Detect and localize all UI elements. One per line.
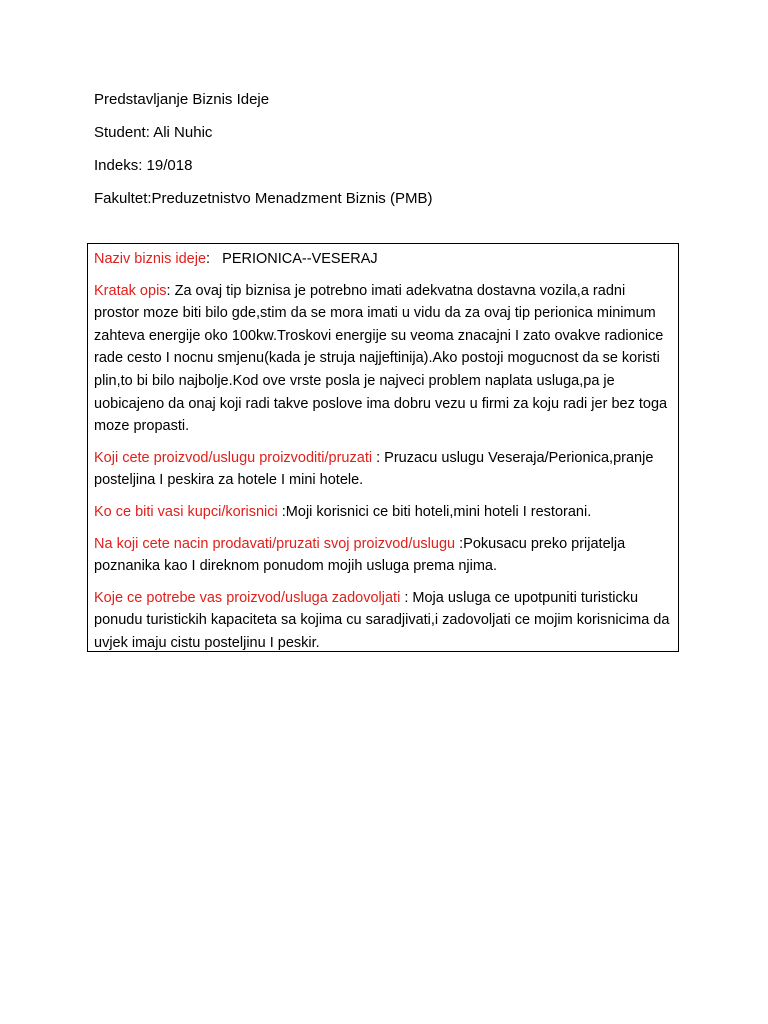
idea-name-paragraph	[94, 248, 672, 271]
idea-name-separator: :	[206, 251, 223, 267]
business-idea-box	[87, 243, 679, 652]
idea-name-value: PERIONICA--VESERAJ	[222, 251, 378, 267]
faculty-line: Fakultet:Preduzetnistvo Menadzment Biznis (PMB)	[94, 190, 433, 207]
customers-paragraph	[94, 501, 672, 524]
sales-label: Na koji cete nacin prodavati/pruzati svoj proizvod/uslugu	[94, 535, 456, 552]
index-line: Indeks: 19/018	[94, 157, 193, 174]
product-label: Koji cete proizvod/uslugu proizvoditi/pruzati	[94, 449, 373, 466]
sales-text: :Pokusacu preko prijatelja poznanika kao I direknom ponudom mojih usluga prema njima.	[94, 535, 626, 575]
customers-text: :Moji korisnici ce biti hoteli,mini hoteli I restorani.	[277, 503, 592, 520]
needs-text: : Moja usluga ce upotpuniti turisticku ponudu turistickih kapaciteta sa kojima cu saradjivati,i zadovoljati ce mojim korisnicima da uvjek imaju cistu posteljinu I peskir.	[94, 589, 670, 651]
customers-label: Ko ce biti vasi kupci/korisnici	[94, 503, 278, 520]
idea-name-label: Naziv biznis ideje	[94, 251, 207, 267]
product-paragraph	[94, 447, 672, 492]
student-line: Student: Ali Nuhic	[94, 124, 213, 141]
needs-paragraph	[94, 587, 672, 655]
needs-label: Koje ce potrebe vas proizvod/usluga zadovoljati	[94, 589, 401, 606]
product-text: : Pruzacu uslugu Veseraja/Perionica,pranje posteljina I peskira za hotele I mini hotele.	[94, 449, 654, 489]
document-header	[94, 88, 432, 220]
short-description-text: : Za ovaj tip biznisa je potrebno imati adekvatna dostavna vozila,a radni prostor moze biti bilo gde,stim da se mora imati u vidu da za ovaj tip perionica minimum zahteva energije oko 100kw.Troskovi energije su veoma znacajni I zato ovakve radionice rade cesto I nocnu smjenu(kada je struja najjeftinija).Ako postoji mogucnost da se koristi plin,to bi bilo najbolje.Kod ove vrste posla je najveci problem naplata usluga,pa je uobicajeno da onaj koji radi takve poslove ima dobru vezu u firmi za koju radi jer bez toga moze propasti.	[94, 282, 668, 435]
sales-paragraph	[94, 533, 672, 578]
short-description-paragraph	[94, 280, 672, 438]
short-description-label: Kratak opis	[94, 282, 167, 299]
document-title: Predstavljanje Biznis Ideje	[94, 91, 270, 108]
